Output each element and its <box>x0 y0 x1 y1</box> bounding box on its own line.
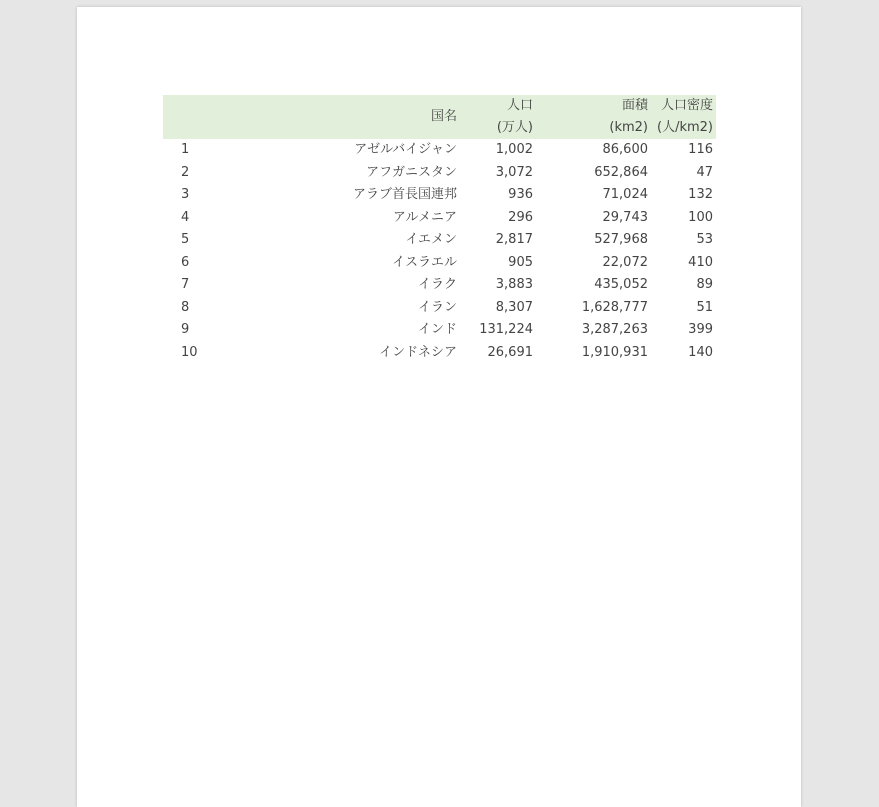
cell-population: 26,691 <box>487 344 533 360</box>
cell-name: インドネシア <box>379 344 457 360</box>
cell-no: 7 <box>181 277 190 293</box>
cell-density: 89 <box>696 277 713 293</box>
cell-no: 6 <box>181 254 190 270</box>
cell-population: 296 <box>508 209 533 225</box>
cell-area: 22,072 <box>602 254 648 270</box>
table-row <box>163 252 716 275</box>
table-row <box>163 229 716 252</box>
table-row <box>163 184 716 207</box>
cell-density: 47 <box>696 164 713 180</box>
table-row <box>163 297 716 320</box>
cell-area: 29,743 <box>602 209 648 225</box>
cell-area: 652,864 <box>594 164 648 180</box>
header-cell-area-unit: (km2) <box>536 117 651 139</box>
table-body <box>163 139 716 364</box>
cell-density: 116 <box>688 142 713 158</box>
cell-name: アゼルバイジャン <box>354 142 457 158</box>
cell-no: 10 <box>181 344 198 360</box>
cell-area: 71,024 <box>602 187 648 203</box>
cell-name: アフガニスタン <box>366 164 457 180</box>
cell-population: 905 <box>508 254 533 270</box>
cell-population: 131,224 <box>479 322 533 338</box>
cell-area: 3,287,263 <box>581 322 648 338</box>
table-row <box>163 342 716 365</box>
table-row <box>163 274 716 297</box>
cell-no: 4 <box>181 209 190 225</box>
cell-density: 100 <box>688 209 713 225</box>
cell-area: 435,052 <box>594 277 648 293</box>
header-cell-population: 人口 <box>460 95 536 117</box>
cell-area: 86,600 <box>602 142 648 158</box>
header-cell-no <box>163 95 207 117</box>
cell-name: イラン <box>417 299 457 315</box>
table-row <box>163 139 716 162</box>
country-table <box>163 95 716 364</box>
cell-population: 8,307 <box>495 299 533 315</box>
table-row <box>163 162 716 185</box>
cell-name: アラブ首長国連邦 <box>352 187 457 203</box>
cell-density: 399 <box>688 322 713 338</box>
header-cell-density: 人口密度 <box>651 95 716 117</box>
header-cell-no-2 <box>163 117 207 139</box>
cell-population: 2,817 <box>495 232 533 248</box>
cell-name: イエメン <box>405 232 457 248</box>
cell-area: 527,968 <box>594 232 648 248</box>
cell-no: 3 <box>181 187 190 203</box>
cell-name: イラク <box>417 277 457 293</box>
cell-no: 8 <box>181 299 190 315</box>
header-row-1 <box>163 95 716 117</box>
cell-name: インド <box>417 322 457 338</box>
cell-density: 140 <box>688 344 713 360</box>
cell-no: 9 <box>181 322 190 338</box>
cell-density: 51 <box>696 299 713 315</box>
table-row <box>163 319 716 342</box>
table-header <box>163 95 716 139</box>
header-cell-population-unit: (万人) <box>460 117 536 139</box>
header-cell-name: 国名 <box>207 95 460 139</box>
cell-population: 936 <box>508 187 533 203</box>
print-preview-page <box>77 7 801 807</box>
cell-name: アルメニア <box>392 209 457 225</box>
cell-no: 5 <box>181 232 190 248</box>
cell-area: 1,628,777 <box>581 299 648 315</box>
cell-area: 1,910,931 <box>581 344 648 360</box>
cell-population: 3,072 <box>495 164 533 180</box>
header-cell-density-unit: (人/km2) <box>651 117 716 139</box>
table-row <box>163 207 716 230</box>
cell-no: 1 <box>181 142 190 158</box>
cell-density: 132 <box>688 187 713 203</box>
header-cell-area: 面積 <box>536 95 651 117</box>
cell-density: 410 <box>688 254 713 270</box>
cell-population: 1,002 <box>495 142 533 158</box>
cell-population: 3,883 <box>495 277 533 293</box>
cell-name: イスラエル <box>392 254 457 270</box>
cell-density: 53 <box>696 232 713 248</box>
cell-no: 2 <box>181 164 190 180</box>
